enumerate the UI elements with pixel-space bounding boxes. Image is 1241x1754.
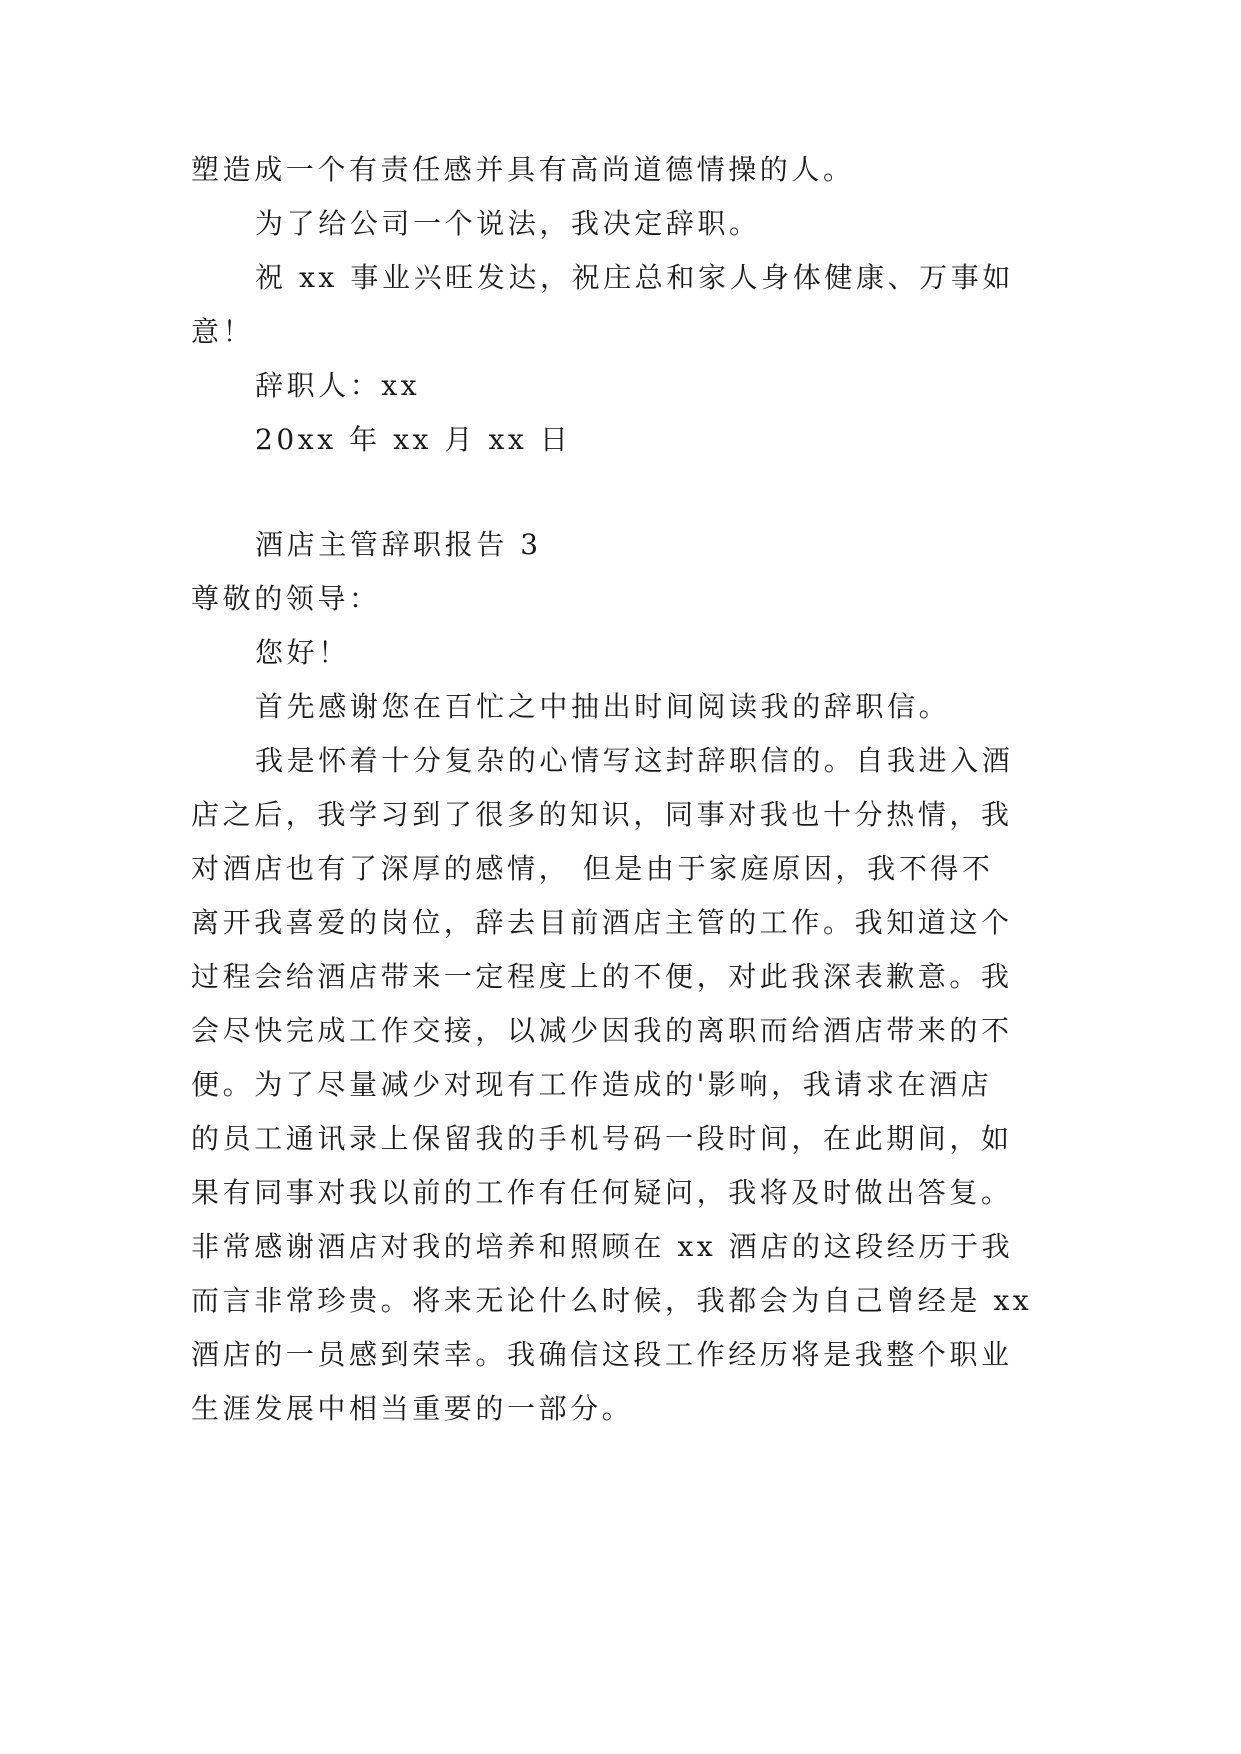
paragraph-line: 祝 xx 事业兴旺发达，祝庄总和家人身体健康、万事如 (255, 261, 1014, 294)
paragraph-line: 过程会给酒店带来一定程度上的不便，对此我深表歉意。我 (191, 960, 1013, 993)
paragraph-line: 而言非常珍贵。将来无论什么时候，我都会为自己曾经是 xx (191, 1284, 1033, 1317)
greeting: 您好！ (255, 636, 350, 669)
paragraph-line: 果有同事对我以前的工作有任何疑问，我将及时做出答复。 (191, 1176, 1013, 1209)
paragraph-line: 塑造成一个有责任感并具有高尚道德情操的人。 (191, 153, 855, 186)
paragraph-line: 首先感谢您在百忙之中抽出时间阅读我的辞职信。 (255, 690, 951, 723)
paragraph-line: 对酒店也有了深厚的感情， 但是由于家庭原因，我不得不 (191, 852, 994, 885)
paragraph-line: 便。为了尽量减少对现有工作造成的'影响，我请求在酒店 (191, 1068, 993, 1101)
paragraph-line: 的员工通讯录上保留我的手机号码一段时间，在此期间，如 (191, 1122, 1013, 1155)
paragraph-line: 意！ (191, 315, 255, 348)
signature-line: 辞职人：xx (255, 369, 421, 402)
paragraph-line: 会尽快完成工作交接，以减少因我的离职而给酒店带来的不 (191, 1014, 1013, 1047)
paragraph-line: 酒店的一员感到荣幸。我确信这段工作经历将是我整个职业 (191, 1338, 1013, 1371)
date-line: 20xx 年 xx 月 xx 日 (255, 423, 572, 456)
paragraph-line: 离开我喜爱的岗位，辞去目前酒店主管的工作。我知道这个 (191, 906, 1013, 939)
salutation: 尊敬的领导： (191, 582, 381, 615)
paragraph-line: 非常感谢酒店对我的培养和照顾在 xx 酒店的这段经历于我 (191, 1230, 1014, 1263)
paragraph-line: 我是怀着十分复杂的心情写这封辞职信的。自我进入酒 (255, 744, 1014, 777)
section-title: 酒店主管辞职报告 3 (255, 528, 542, 561)
paragraph-line: 为了给公司一个说法，我决定辞职。 (255, 207, 761, 240)
paragraph-line: 店之后，我学习到了很多的知识，同事对我也十分热情，我 (191, 798, 1013, 831)
paragraph-line: 生涯发展中相当重要的一部分。 (191, 1392, 634, 1425)
